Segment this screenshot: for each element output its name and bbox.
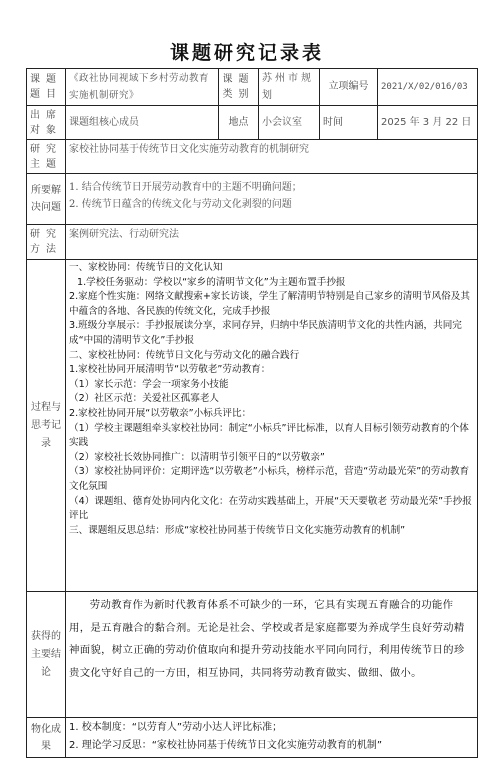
methods-value: 案例研究法、行动研究法 bbox=[66, 225, 478, 260]
problem-item: 1. 结合传统节日开展劳动教育中的主题不明确问题； bbox=[69, 182, 302, 193]
process-heading: 一、家校协同：传统节日的文化认知 bbox=[69, 262, 223, 273]
material-item: 2. 理论学习反思：“家校社协同基于传统节日文化实施劳动教育的机制” bbox=[69, 740, 383, 751]
problems-label: 所要解决问题 bbox=[27, 174, 66, 225]
problem-item: 2. 传统节日蕴含的传统文化与劳动文化剥裂的问题 bbox=[69, 199, 292, 210]
process-line: （1）学校主课题组牵头家校社协同：制定“小标兵”评比标准，以育人目标引领劳动教育的个体实践 bbox=[69, 422, 469, 449]
topic-title-value: 《政社协同视域下乡村劳动教育实施机制研究》 bbox=[66, 69, 219, 106]
materials-cell bbox=[66, 718, 478, 758]
place-label: 地点 bbox=[219, 106, 259, 140]
gains-cell bbox=[66, 592, 478, 718]
attendees-value: 课题组核心成员 bbox=[66, 106, 219, 140]
process-line: （2）家校社长效协同推广：以清明节引领平日的“以劳敬亲” bbox=[69, 451, 325, 463]
page-title: 课题研究记录表 bbox=[169, 42, 324, 64]
place-value: 小会议室 bbox=[259, 106, 320, 140]
process-heading: 三、课题组反思总结：形成“家校社协同基于传统节日文化实施劳动教育的机制” bbox=[69, 524, 406, 536]
process-line: （1）家长示范：学会一项家务小技能 bbox=[69, 378, 229, 390]
project-no-value: 2021/X/02/016/03 bbox=[378, 69, 478, 106]
gains-label: 获得的主要结论 bbox=[27, 592, 66, 718]
process-line: （4）课题组、德育处协同内化文化：在劳动实践基础上，开展“天天要敬老 劳动最光荣”手抄报评比 bbox=[69, 495, 472, 522]
research-subject-label: 研究主题 bbox=[27, 140, 66, 174]
process-line: 2.家校社协同开展“以劳敬亲”小标兵评比： bbox=[69, 407, 252, 419]
methods-label: 研究方法 bbox=[27, 225, 66, 260]
gains-paragraph: 劳动教育作为新时代教育体系不可缺少的一环，它具有实现五育融合的功能作用，是五育融合的黏合剂。无论是社会、学校或者是家庭都要为养成学生良好劳动精神面貌，树立正确的劳动价值取向和提升劳动技能水平同向同行，利用传统节日的珍贵文化守好自己的一方田，相互协同，共同将劳动教育做实、做细、做小。 bbox=[69, 599, 465, 679]
process-line: 1.家校社协同开展清明节“以劳敬老”劳动教育： bbox=[69, 364, 271, 376]
process-line: 2.家庭个性实施：网络文献搜索+家长访谈，学生了解清明节特别是自己家乡的清明节风俗及其中蕴含的各地、各民族的传统文化，完成手抄报 bbox=[69, 291, 470, 317]
material-item: 1. 校本制度：“以劳育人”劳动小达人评比标准； bbox=[69, 722, 283, 733]
project-no-label: 立项编号 bbox=[320, 69, 378, 106]
process-cell bbox=[66, 260, 478, 592]
process-line: 1.学校任务驱动：学校以“家乡的清明节文化”为主题布置手抄报 bbox=[77, 276, 346, 288]
problems-cell bbox=[66, 174, 478, 225]
process-line: （2）社区示范：关爱社区孤寡老人 bbox=[69, 393, 220, 405]
materials-label: 物化成果 bbox=[27, 718, 66, 758]
process-line: 3.班级分享展示：手抄报展读分享，求同存异，归纳中华民族清明节文化的共性内涵，共同完成“中国的清明节文化”手抄报 bbox=[69, 320, 462, 346]
process-heading: 二、家校社协同：传统节日文化与劳动文化的融合践行 bbox=[69, 349, 300, 361]
attendees-label: 出席对象 bbox=[27, 106, 66, 140]
date-value: 2025 年 3 月 22 日 bbox=[378, 106, 478, 140]
topic-type-label: 课题类别 bbox=[219, 69, 259, 106]
time-label: 时间 bbox=[320, 106, 378, 140]
process-label: 过程与思考记录 bbox=[27, 260, 66, 592]
topic-title-label: 课题题目 bbox=[27, 69, 66, 106]
process-line: （3）家校社协同评价：定期评选“以劳敬老”小标兵，榜样示范，营造“劳动最光荣”的劳动教育文化氛围 bbox=[69, 466, 470, 492]
topic-type-value: 苏州市规划 bbox=[259, 69, 320, 106]
record-table bbox=[26, 68, 478, 758]
research-subject-value: 家校社协同基于传统节日文化实施劳动教育的机制研究 bbox=[66, 140, 478, 174]
